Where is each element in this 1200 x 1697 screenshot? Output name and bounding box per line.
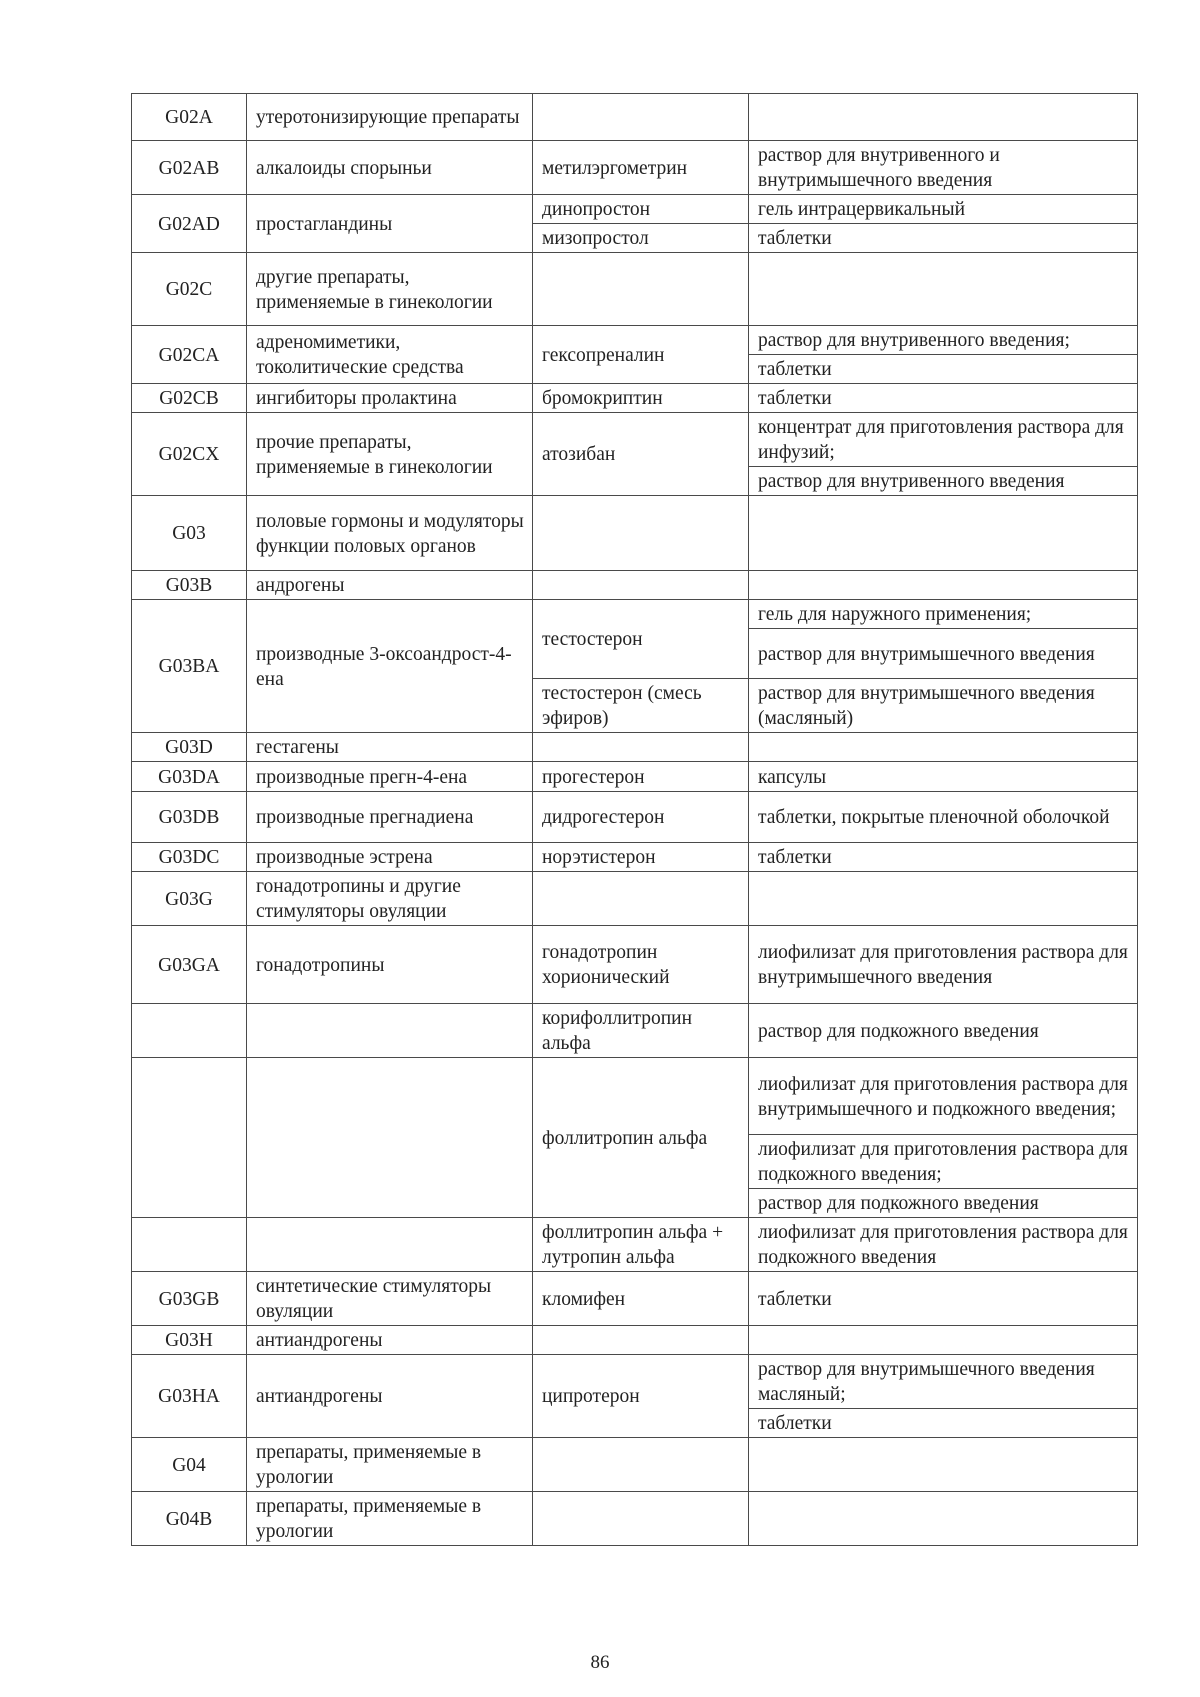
drug-name <box>533 1326 749 1355</box>
table-row <box>132 326 1138 355</box>
dosage-form <box>749 1492 1138 1546</box>
drug-name <box>533 94 749 141</box>
table-row <box>132 762 1138 792</box>
dosage-form: раствор для внутримышечного введения <box>749 629 1138 679</box>
group-name: алкалоиды спорыньи <box>247 141 533 195</box>
table-row <box>132 384 1138 413</box>
drug-name: метилэргометрин <box>533 141 749 195</box>
atc-code: G04B <box>132 1492 247 1546</box>
drug-name: фоллитропин альфа + лутропин альфа <box>533 1218 749 1272</box>
table-row <box>132 94 1138 141</box>
atc-code: G03B <box>132 571 247 600</box>
group-name: препараты, применяемые в урологии <box>247 1438 533 1492</box>
atc-code: G02AD <box>132 195 247 253</box>
group-name <box>247 1004 533 1058</box>
drug-name <box>533 872 749 926</box>
drug-name: атозибан <box>533 413 749 496</box>
dosage-form: раствор для внутривенного введения; <box>749 326 1138 355</box>
dosage-form: таблетки <box>749 355 1138 384</box>
dosage-form: раствор для внутривенного и внутримышечного введения <box>749 141 1138 195</box>
drug-name: фоллитропин альфа <box>533 1058 749 1218</box>
group-name: синтетические стимуляторы овуляции <box>247 1272 533 1326</box>
drug-name: мизопростол <box>533 224 749 253</box>
dosage-form <box>749 253 1138 326</box>
group-name: производные прегн-4-ена <box>247 762 533 792</box>
group-name: прочие препараты, применяемые в гинекологии <box>247 413 533 496</box>
table-row <box>132 1355 1138 1409</box>
dosage-form <box>749 1326 1138 1355</box>
dosage-form: концентрат для приготовления раствора для инфузий; <box>749 413 1138 467</box>
drug-name <box>533 571 749 600</box>
table-row <box>132 496 1138 571</box>
table-row <box>132 195 1138 224</box>
group-name: утеротонизирующие препараты <box>247 94 533 141</box>
table-row <box>132 1058 1138 1135</box>
table-row <box>132 141 1138 195</box>
group-name: андрогены <box>247 571 533 600</box>
dosage-form: таблетки, покрытые пленочной оболочкой <box>749 792 1138 843</box>
drug-name: ципротерон <box>533 1355 749 1438</box>
group-name: адреномиметики, токолитические средства <box>247 326 533 384</box>
table-row <box>132 1218 1138 1272</box>
group-name: гестагены <box>247 733 533 762</box>
atc-code: G02CB <box>132 384 247 413</box>
drug-name: корифоллитропин альфа <box>533 1004 749 1058</box>
group-name: препараты, применяемые в урологии <box>247 1492 533 1546</box>
group-name: гонадотропины и другие стимуляторы овуляции <box>247 872 533 926</box>
group-name: производные 3-оксоандрост-4-ена <box>247 600 533 733</box>
group-name: ингибиторы пролактина <box>247 384 533 413</box>
dosage-form: раствор для подкожного введения <box>749 1004 1138 1058</box>
group-name: половые гормоны и модуляторы функции половых органов <box>247 496 533 571</box>
atc-code: G02CX <box>132 413 247 496</box>
table-row <box>132 571 1138 600</box>
group-name: антиандрогены <box>247 1355 533 1438</box>
atc-code: G03HA <box>132 1355 247 1438</box>
atc-code: G02CA <box>132 326 247 384</box>
dosage-form: лиофилизат для приготовления раствора для внутримышечного введения <box>749 926 1138 1004</box>
dosage-form: таблетки <box>749 843 1138 872</box>
dosage-form: лиофилизат для приготовления раствора для подкожного введения <box>749 1218 1138 1272</box>
drug-name: бромокриптин <box>533 384 749 413</box>
group-name: антиандрогены <box>247 1326 533 1355</box>
dosage-form: гель для наружного применения; <box>749 600 1138 629</box>
table-row <box>132 413 1138 467</box>
group-name: производные прегнадиена <box>247 792 533 843</box>
drug-name: динопростон <box>533 195 749 224</box>
table-row <box>132 926 1138 1004</box>
atc-code: G02A <box>132 94 247 141</box>
atc-code: G04 <box>132 1438 247 1492</box>
group-name: другие препараты, применяемые в гинекологии <box>247 253 533 326</box>
atc-code: G03DA <box>132 762 247 792</box>
table-row <box>132 1492 1138 1546</box>
atc-code: G03DB <box>132 792 247 843</box>
group-name <box>247 1218 533 1272</box>
atc-code: G03D <box>132 733 247 762</box>
drug-name: кломифен <box>533 1272 749 1326</box>
dosage-form <box>749 1438 1138 1492</box>
atc-code: G03G <box>132 872 247 926</box>
dosage-form: лиофилизат для приготовления раствора для подкожного введения; <box>749 1135 1138 1189</box>
dosage-form <box>749 496 1138 571</box>
group-name: гонадотропины <box>247 926 533 1004</box>
table-row <box>132 733 1138 762</box>
group-name: производные эстрена <box>247 843 533 872</box>
dosage-form <box>749 733 1138 762</box>
page-number: 86 <box>590 1652 610 1673</box>
atc-code <box>132 1004 247 1058</box>
dosage-form: раствор для внутримышечного введения масляный; <box>749 1355 1138 1409</box>
drug-name: прогестерон <box>533 762 749 792</box>
table-row <box>132 1438 1138 1492</box>
drug-name: гонадотропин хорионический <box>533 926 749 1004</box>
drug-classification-table <box>131 93 1138 1546</box>
dosage-form: лиофилизат для приготовления раствора для внутримышечного и подкожного введения; <box>749 1058 1138 1135</box>
table-row <box>132 1326 1138 1355</box>
drug-name <box>533 733 749 762</box>
dosage-form: раствор для внутривенного введения <box>749 467 1138 496</box>
atc-code <box>132 1218 247 1272</box>
table-row <box>132 843 1138 872</box>
atc-code: G02C <box>132 253 247 326</box>
group-name: простагландины <box>247 195 533 253</box>
drug-name <box>533 496 749 571</box>
atc-code: G03BA <box>132 600 247 733</box>
drug-name: тестостерон <box>533 600 749 679</box>
atc-code: G02AB <box>132 141 247 195</box>
dosage-form: таблетки <box>749 1272 1138 1326</box>
dosage-form: гель интрацервикальный <box>749 195 1138 224</box>
table-row <box>132 600 1138 629</box>
atc-code: G03 <box>132 496 247 571</box>
dosage-form: таблетки <box>749 384 1138 413</box>
dosage-form <box>749 571 1138 600</box>
dosage-form <box>749 872 1138 926</box>
table-row <box>132 1272 1138 1326</box>
dosage-form: таблетки <box>749 1409 1138 1438</box>
dosage-form <box>749 94 1138 141</box>
table-row <box>132 1004 1138 1058</box>
table-row <box>132 253 1138 326</box>
atc-code: G03GA <box>132 926 247 1004</box>
dosage-form: раствор для подкожного введения <box>749 1189 1138 1218</box>
drug-name <box>533 1492 749 1546</box>
drug-name <box>533 1438 749 1492</box>
dosage-form: раствор для внутримышечного введения (масляный) <box>749 679 1138 733</box>
drug-name: дидрогестерон <box>533 792 749 843</box>
table-row <box>132 792 1138 843</box>
group-name <box>247 1058 533 1218</box>
atc-code <box>132 1058 247 1218</box>
drug-name <box>533 253 749 326</box>
table-row <box>132 872 1138 926</box>
atc-code: G03DC <box>132 843 247 872</box>
drug-name: гексопреналин <box>533 326 749 384</box>
atc-code: G03H <box>132 1326 247 1355</box>
dosage-form: капсулы <box>749 762 1138 792</box>
drug-name: тестостерон (смесь эфиров) <box>533 679 749 733</box>
atc-code: G03GB <box>132 1272 247 1326</box>
dosage-form: таблетки <box>749 224 1138 253</box>
drug-name: норэтистерон <box>533 843 749 872</box>
